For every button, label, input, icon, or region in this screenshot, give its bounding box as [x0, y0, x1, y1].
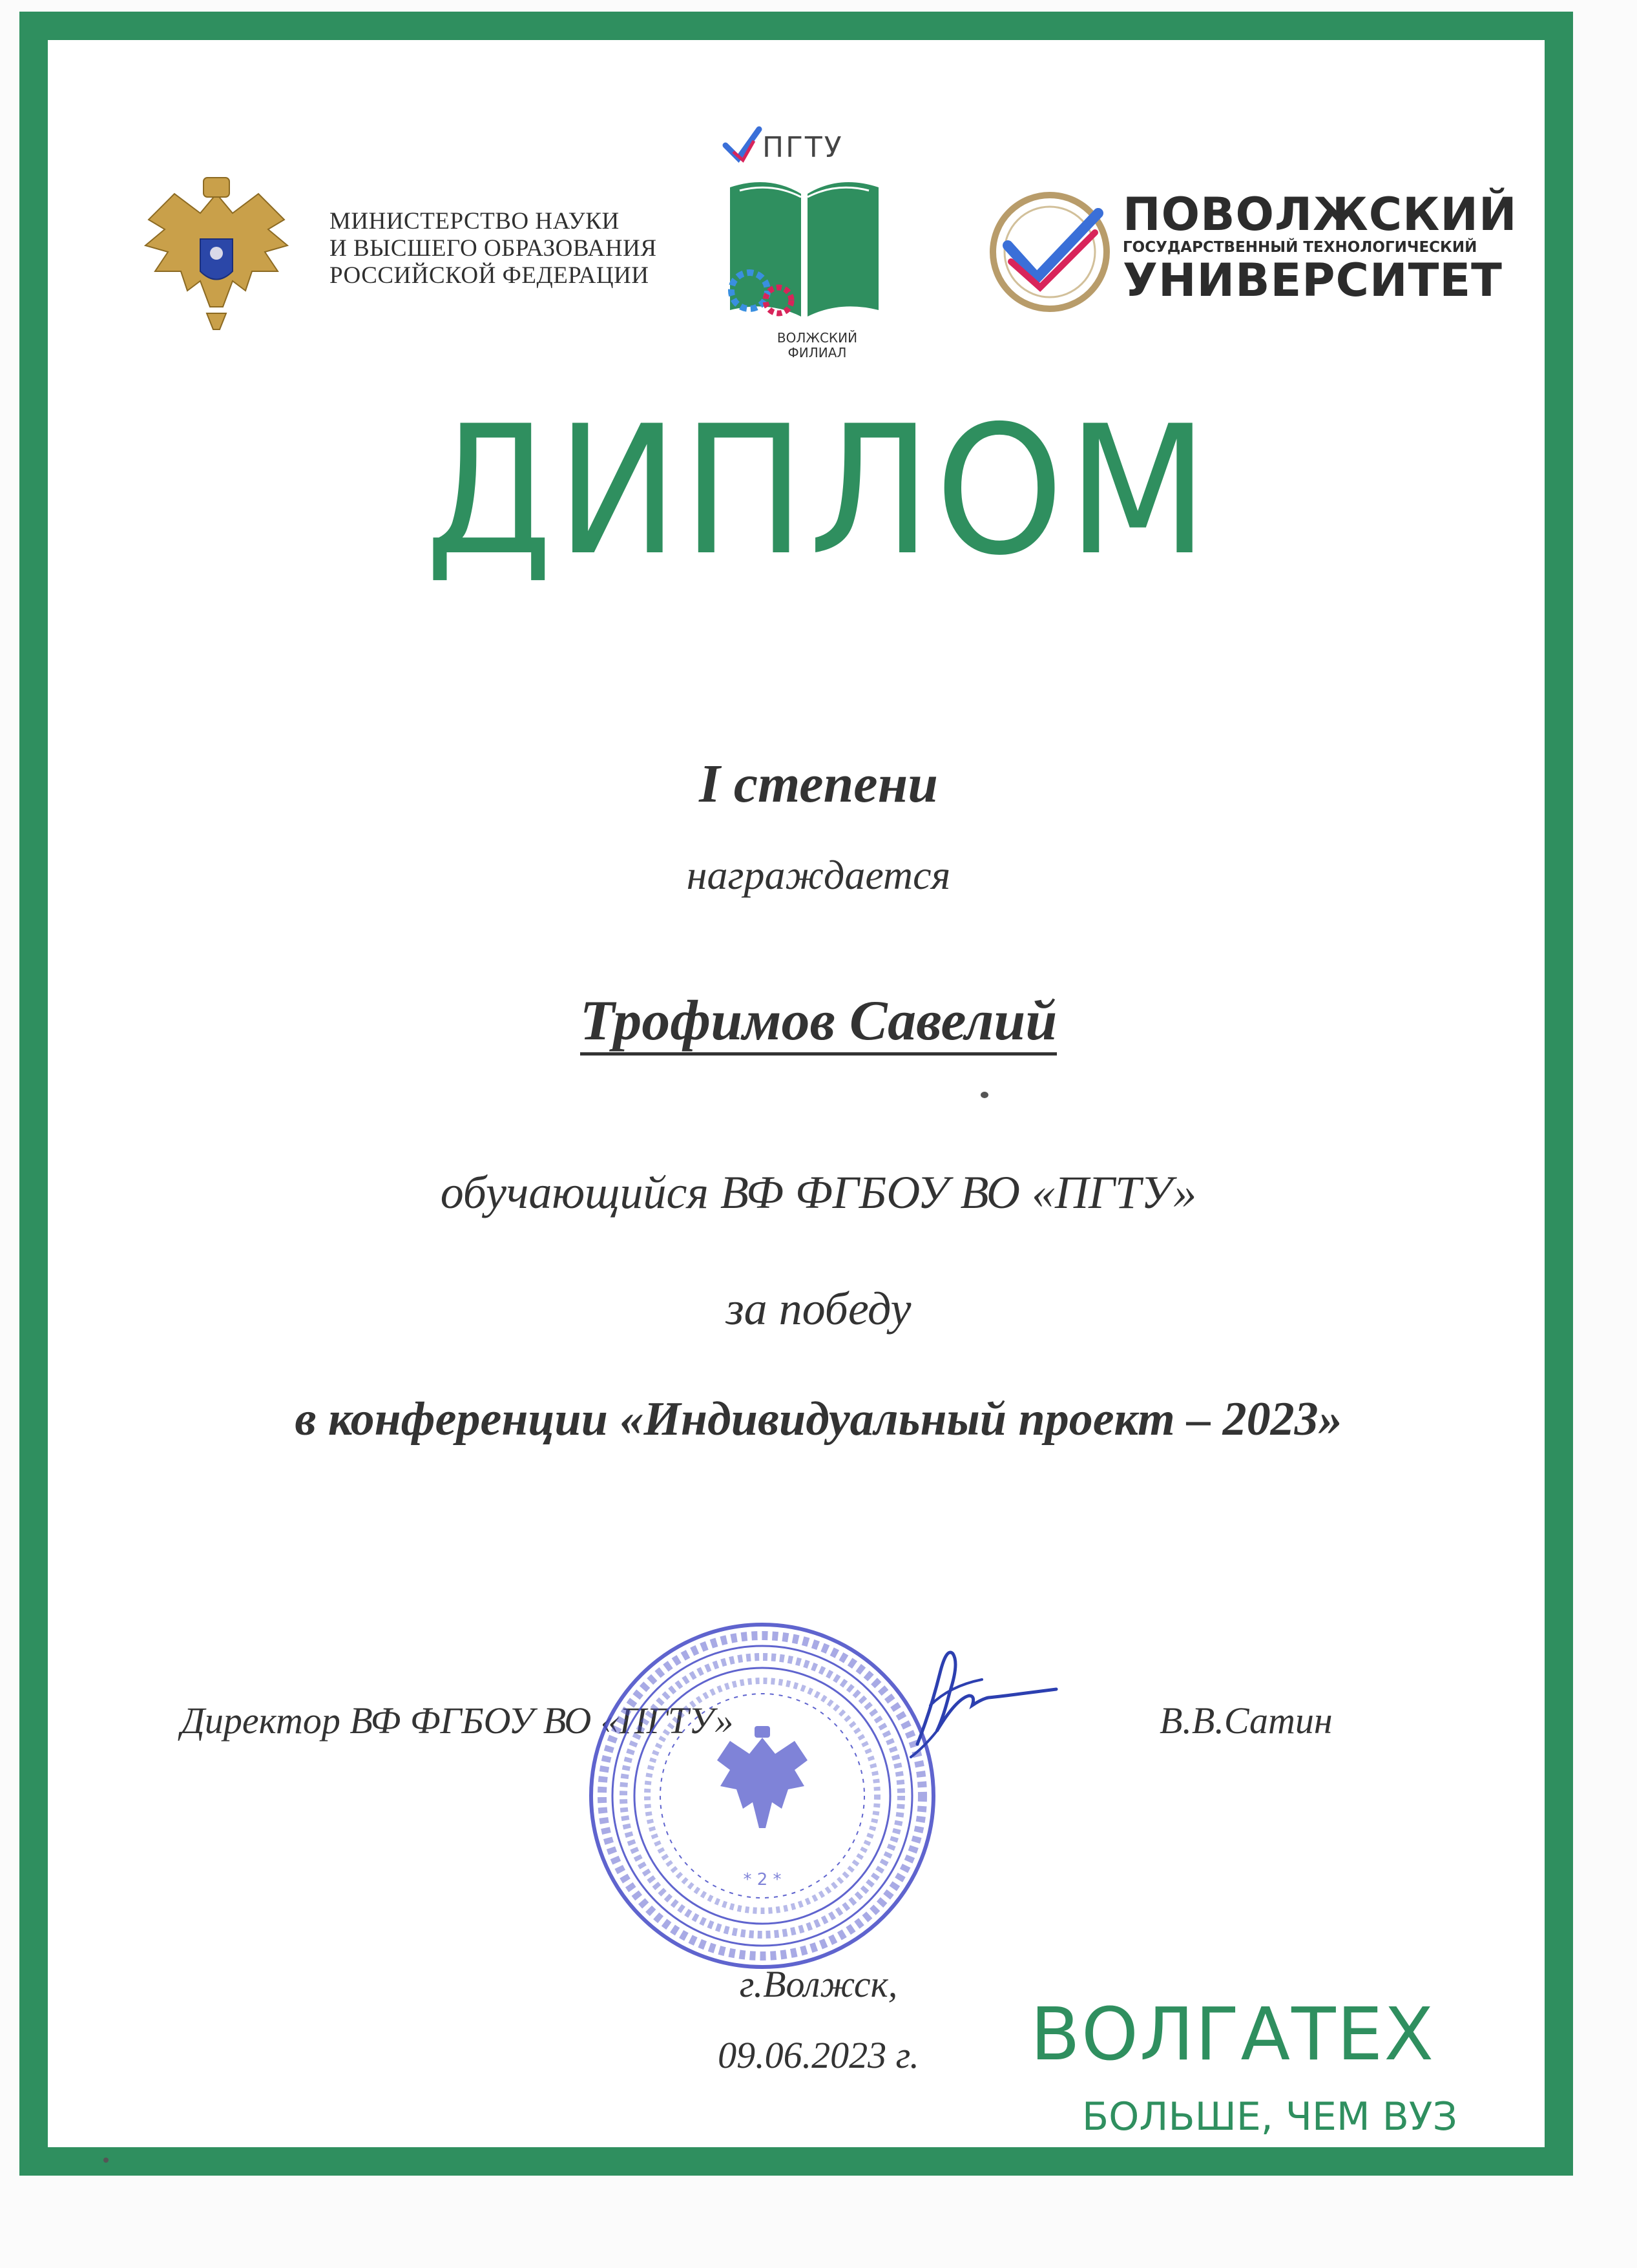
official-stamp-icon — [581, 1615, 943, 1977]
pgtu-brand: ПГТУ — [762, 131, 844, 164]
volgatech-emblem-icon — [985, 187, 1114, 317]
signatory-name: В.В.Сатин — [1160, 1700, 1333, 1742]
pgtu-branch-line: ФИЛИАЛ — [787, 345, 847, 360]
coat-of-arms-icon — [136, 168, 297, 336]
volgatech-brand: ВОЛГАТЕХ — [1030, 1993, 1435, 2077]
handwritten-signature-icon — [891, 1634, 1059, 1763]
pgtu-branch-label — [743, 331, 891, 360]
degree-text: I степени — [699, 754, 938, 814]
brand-slogan: БОЛЬШЕ, ЧЕМ ВУЗ — [1082, 2094, 1457, 2139]
student-of-text: обучающийся ВФ ФГБОУ ВО «ПГТУ» — [440, 1167, 1197, 1218]
signatory-position: Директор ВФ ФГБОУ ВО «ПГТУ» — [181, 1700, 734, 1742]
university-name — [1123, 188, 1517, 307]
date-text: 09.06.2023 г. — [718, 2034, 919, 2076]
ministry-line: МИНИСТЕРСТВО НАУКИ — [329, 208, 620, 234]
ministry-line: РОССИЙСКОЙ ФЕДЕРАЦИИ — [329, 262, 649, 289]
city-text: г.Волжск, — [739, 1963, 898, 2005]
pgtu-branch-line: ВОЛЖСКИЙ — [777, 330, 858, 346]
ministry-name — [329, 208, 665, 289]
recipient-name — [0, 988, 1637, 1054]
university-line: УНИВЕРСИТЕТ — [1123, 254, 1503, 307]
conference-text: в конференции «Индивидуальный проект – 2023» — [295, 1393, 1342, 1446]
ministry-line: И ВЫСШЕГО ОБРАЗОВАНИЯ — [329, 235, 657, 262]
recipient-name-text: Трофимов Савелий — [580, 990, 1058, 1056]
awarded-text: награждается — [686, 852, 951, 898]
university-line: ГОСУДАРСТВЕННЫЙ ТЕХНОЛОГИЧЕСКИЙ — [1123, 239, 1477, 256]
svg-text:* 2 *: * 2 * — [743, 1870, 782, 1889]
university-line: ПОВОЛЖСКИЙ — [1123, 188, 1517, 241]
scan-speck — [103, 2158, 109, 2163]
scan-speck — [981, 1092, 988, 1098]
diploma-title: ДИПЛОМ — [425, 388, 1212, 594]
for-win-text: за победу — [725, 1283, 912, 1335]
